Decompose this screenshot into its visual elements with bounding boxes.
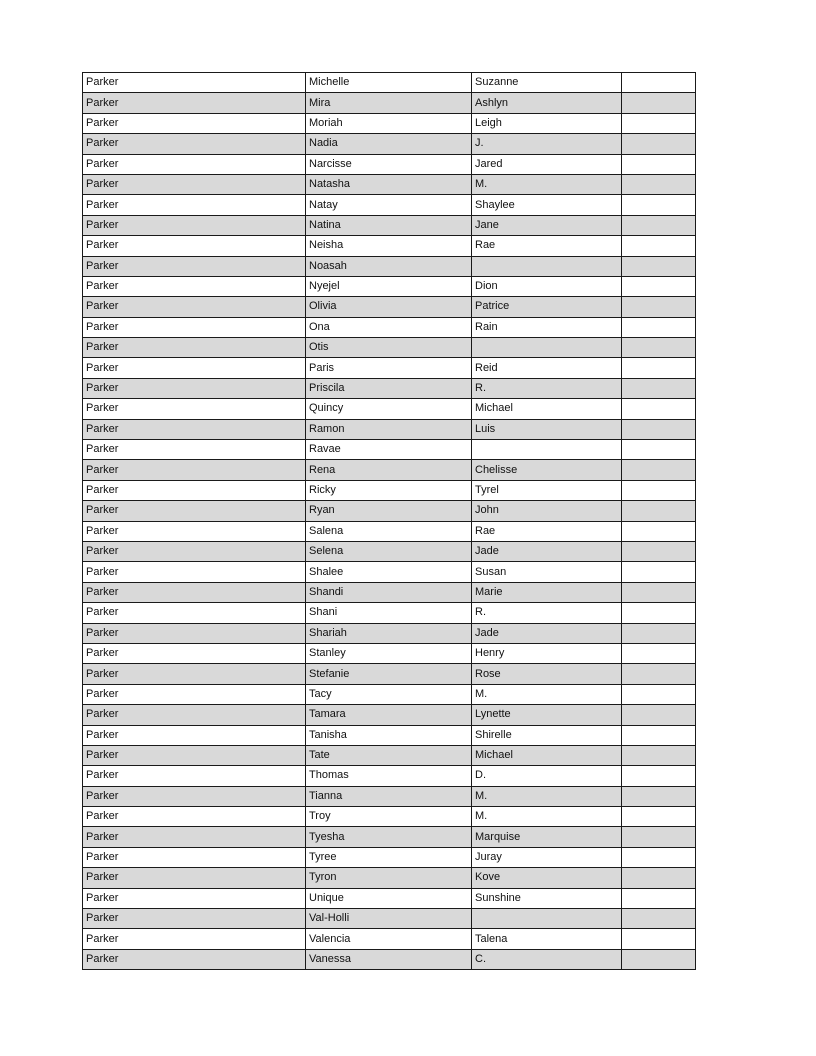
middle-name-cell: [472, 256, 622, 276]
first-name-cell: Ricky: [306, 480, 472, 500]
first-name-cell: Paris: [306, 358, 472, 378]
extra-cell: [622, 909, 696, 929]
first-name-cell: Tyron: [306, 868, 472, 888]
middle-name-cell: R.: [472, 378, 622, 398]
last-name-cell: Parker: [83, 603, 306, 623]
middle-name-cell: Marie: [472, 582, 622, 602]
middle-name-cell: Rae: [472, 236, 622, 256]
table-row: [83, 297, 696, 317]
first-name-cell: Tyesha: [306, 827, 472, 847]
table-row: [83, 888, 696, 908]
table-row: [83, 93, 696, 113]
extra-cell: [622, 643, 696, 663]
middle-name-cell: Leigh: [472, 113, 622, 133]
middle-name-cell: Jade: [472, 623, 622, 643]
last-name-cell: Parker: [83, 113, 306, 133]
table-body: [83, 73, 696, 970]
middle-name-cell: John: [472, 501, 622, 521]
table-row: [83, 582, 696, 602]
first-name-cell: Rena: [306, 460, 472, 480]
middle-name-cell: R.: [472, 603, 622, 623]
first-name-cell: Ravae: [306, 440, 472, 460]
first-name-cell: Tyree: [306, 847, 472, 867]
table-row: [83, 643, 696, 663]
middle-name-cell: Sunshine: [472, 888, 622, 908]
first-name-cell: Shani: [306, 603, 472, 623]
extra-cell: [622, 338, 696, 358]
table-row: [83, 419, 696, 439]
extra-cell: [622, 378, 696, 398]
first-name-cell: Shandi: [306, 582, 472, 602]
extra-cell: [622, 317, 696, 337]
last-name-cell: Parker: [83, 297, 306, 317]
table-row: [83, 338, 696, 358]
middle-name-cell: Henry: [472, 643, 622, 663]
first-name-cell: Tamara: [306, 705, 472, 725]
first-name-cell: Tacy: [306, 684, 472, 704]
last-name-cell: Parker: [83, 154, 306, 174]
first-name-cell: Stanley: [306, 643, 472, 663]
last-name-cell: Parker: [83, 541, 306, 561]
last-name-cell: Parker: [83, 725, 306, 745]
first-name-cell: Stefanie: [306, 664, 472, 684]
extra-cell: [622, 745, 696, 765]
table-row: [83, 113, 696, 133]
middle-name-cell: Dion: [472, 276, 622, 296]
extra-cell: [622, 154, 696, 174]
middle-name-cell: Patrice: [472, 297, 622, 317]
last-name-cell: Parker: [83, 501, 306, 521]
extra-cell: [622, 623, 696, 643]
middle-name-cell: Tyrel: [472, 480, 622, 500]
middle-name-cell: Michael: [472, 745, 622, 765]
first-name-cell: Val-Holli: [306, 909, 472, 929]
table-row: [83, 541, 696, 561]
extra-cell: [622, 195, 696, 215]
table-row: [83, 501, 696, 521]
last-name-cell: Parker: [83, 888, 306, 908]
extra-cell: [622, 358, 696, 378]
extra-cell: [622, 664, 696, 684]
middle-name-cell: Ashlyn: [472, 93, 622, 113]
middle-name-cell: M.: [472, 786, 622, 806]
last-name-cell: Parker: [83, 868, 306, 888]
name-table: [82, 72, 696, 970]
first-name-cell: Thomas: [306, 766, 472, 786]
middle-name-cell: M.: [472, 807, 622, 827]
last-name-cell: Parker: [83, 338, 306, 358]
middle-name-cell: Suzanne: [472, 73, 622, 93]
table-row: [83, 480, 696, 500]
extra-cell: [622, 256, 696, 276]
first-name-cell: Olivia: [306, 297, 472, 317]
extra-cell: [622, 399, 696, 419]
last-name-cell: Parker: [83, 93, 306, 113]
table-row: [83, 949, 696, 969]
last-name-cell: Parker: [83, 480, 306, 500]
middle-name-cell: [472, 440, 622, 460]
table-row: [83, 256, 696, 276]
extra-cell: [622, 73, 696, 93]
table-row: [83, 276, 696, 296]
last-name-cell: Parker: [83, 786, 306, 806]
extra-cell: [622, 297, 696, 317]
first-name-cell: Otis: [306, 338, 472, 358]
extra-cell: [622, 847, 696, 867]
extra-cell: [622, 929, 696, 949]
table-row: [83, 378, 696, 398]
last-name-cell: Parker: [83, 562, 306, 582]
extra-cell: [622, 562, 696, 582]
first-name-cell: Narcisse: [306, 154, 472, 174]
table-row: [83, 623, 696, 643]
last-name-cell: Parker: [83, 195, 306, 215]
first-name-cell: Shalee: [306, 562, 472, 582]
extra-cell: [622, 541, 696, 561]
table-row: [83, 766, 696, 786]
table-row: [83, 154, 696, 174]
first-name-cell: Selena: [306, 541, 472, 561]
table-row: [83, 562, 696, 582]
extra-cell: [622, 521, 696, 541]
middle-name-cell: M.: [472, 174, 622, 194]
last-name-cell: Parker: [83, 460, 306, 480]
middle-name-cell: Shirelle: [472, 725, 622, 745]
first-name-cell: Michelle: [306, 73, 472, 93]
table-row: [83, 399, 696, 419]
last-name-cell: Parker: [83, 134, 306, 154]
middle-name-cell: Jared: [472, 154, 622, 174]
table-row: [83, 868, 696, 888]
middle-name-cell: Talena: [472, 929, 622, 949]
first-name-cell: Nyejel: [306, 276, 472, 296]
middle-name-cell: Juray: [472, 847, 622, 867]
middle-name-cell: Rose: [472, 664, 622, 684]
middle-name-cell: [472, 909, 622, 929]
extra-cell: [622, 501, 696, 521]
extra-cell: [622, 868, 696, 888]
table-row: [83, 664, 696, 684]
last-name-cell: Parker: [83, 807, 306, 827]
extra-cell: [622, 134, 696, 154]
last-name-cell: Parker: [83, 705, 306, 725]
first-name-cell: Ramon: [306, 419, 472, 439]
table-row: [83, 807, 696, 827]
table-row: [83, 603, 696, 623]
first-name-cell: Ryan: [306, 501, 472, 521]
middle-name-cell: [472, 338, 622, 358]
first-name-cell: Ona: [306, 317, 472, 337]
middle-name-cell: Shaylee: [472, 195, 622, 215]
first-name-cell: Tate: [306, 745, 472, 765]
table-row: [83, 440, 696, 460]
first-name-cell: Mira: [306, 93, 472, 113]
last-name-cell: Parker: [83, 419, 306, 439]
extra-cell: [622, 725, 696, 745]
table-row: [83, 745, 696, 765]
last-name-cell: Parker: [83, 440, 306, 460]
first-name-cell: Noasah: [306, 256, 472, 276]
last-name-cell: Parker: [83, 317, 306, 337]
middle-name-cell: Kove: [472, 868, 622, 888]
first-name-cell: Tanisha: [306, 725, 472, 745]
last-name-cell: Parker: [83, 378, 306, 398]
first-name-cell: Tianna: [306, 786, 472, 806]
first-name-cell: Troy: [306, 807, 472, 827]
first-name-cell: Vanessa: [306, 949, 472, 969]
last-name-cell: Parker: [83, 623, 306, 643]
extra-cell: [622, 807, 696, 827]
first-name-cell: Natasha: [306, 174, 472, 194]
first-name-cell: Natay: [306, 195, 472, 215]
table-row: [83, 317, 696, 337]
extra-cell: [622, 440, 696, 460]
table-row: [83, 215, 696, 235]
extra-cell: [622, 949, 696, 969]
table-row: [83, 521, 696, 541]
table-row: [83, 460, 696, 480]
extra-cell: [622, 888, 696, 908]
last-name-cell: Parker: [83, 215, 306, 235]
extra-cell: [622, 582, 696, 602]
last-name-cell: Parker: [83, 909, 306, 929]
middle-name-cell: Chelisse: [472, 460, 622, 480]
last-name-cell: Parker: [83, 745, 306, 765]
middle-name-cell: Jane: [472, 215, 622, 235]
first-name-cell: Quincy: [306, 399, 472, 419]
last-name-cell: Parker: [83, 521, 306, 541]
last-name-cell: Parker: [83, 643, 306, 663]
last-name-cell: Parker: [83, 174, 306, 194]
table-row: [83, 786, 696, 806]
last-name-cell: Parker: [83, 684, 306, 704]
middle-name-cell: Lynette: [472, 705, 622, 725]
middle-name-cell: Luis: [472, 419, 622, 439]
table-row: [83, 847, 696, 867]
extra-cell: [622, 480, 696, 500]
last-name-cell: Parker: [83, 827, 306, 847]
extra-cell: [622, 215, 696, 235]
first-name-cell: Moriah: [306, 113, 472, 133]
middle-name-cell: Rain: [472, 317, 622, 337]
middle-name-cell: D.: [472, 766, 622, 786]
extra-cell: [622, 276, 696, 296]
last-name-cell: Parker: [83, 358, 306, 378]
table-row: [83, 827, 696, 847]
last-name-cell: Parker: [83, 73, 306, 93]
extra-cell: [622, 827, 696, 847]
extra-cell: [622, 786, 696, 806]
middle-name-cell: Susan: [472, 562, 622, 582]
middle-name-cell: C.: [472, 949, 622, 969]
table-row: [83, 909, 696, 929]
extra-cell: [622, 93, 696, 113]
first-name-cell: Nadia: [306, 134, 472, 154]
last-name-cell: Parker: [83, 236, 306, 256]
last-name-cell: Parker: [83, 276, 306, 296]
first-name-cell: Shariah: [306, 623, 472, 643]
extra-cell: [622, 603, 696, 623]
table-row: [83, 358, 696, 378]
first-name-cell: Valencia: [306, 929, 472, 949]
table-row: [83, 684, 696, 704]
table-row: [83, 725, 696, 745]
middle-name-cell: Marquise: [472, 827, 622, 847]
last-name-cell: Parker: [83, 929, 306, 949]
table-row: [83, 236, 696, 256]
last-name-cell: Parker: [83, 582, 306, 602]
extra-cell: [622, 705, 696, 725]
middle-name-cell: J.: [472, 134, 622, 154]
first-name-cell: Salena: [306, 521, 472, 541]
table-row: [83, 134, 696, 154]
table-row: [83, 174, 696, 194]
table-row: [83, 73, 696, 93]
last-name-cell: Parker: [83, 256, 306, 276]
last-name-cell: Parker: [83, 766, 306, 786]
last-name-cell: Parker: [83, 399, 306, 419]
table-row: [83, 929, 696, 949]
middle-name-cell: Michael: [472, 399, 622, 419]
last-name-cell: Parker: [83, 847, 306, 867]
table-row: [83, 705, 696, 725]
middle-name-cell: Jade: [472, 541, 622, 561]
extra-cell: [622, 113, 696, 133]
first-name-cell: Natina: [306, 215, 472, 235]
first-name-cell: Neisha: [306, 236, 472, 256]
extra-cell: [622, 460, 696, 480]
extra-cell: [622, 766, 696, 786]
middle-name-cell: Reid: [472, 358, 622, 378]
extra-cell: [622, 419, 696, 439]
first-name-cell: Priscila: [306, 378, 472, 398]
middle-name-cell: Rae: [472, 521, 622, 541]
first-name-cell: Unique: [306, 888, 472, 908]
table-row: [83, 195, 696, 215]
extra-cell: [622, 684, 696, 704]
extra-cell: [622, 174, 696, 194]
last-name-cell: Parker: [83, 949, 306, 969]
last-name-cell: Parker: [83, 664, 306, 684]
middle-name-cell: M.: [472, 684, 622, 704]
extra-cell: [622, 236, 696, 256]
